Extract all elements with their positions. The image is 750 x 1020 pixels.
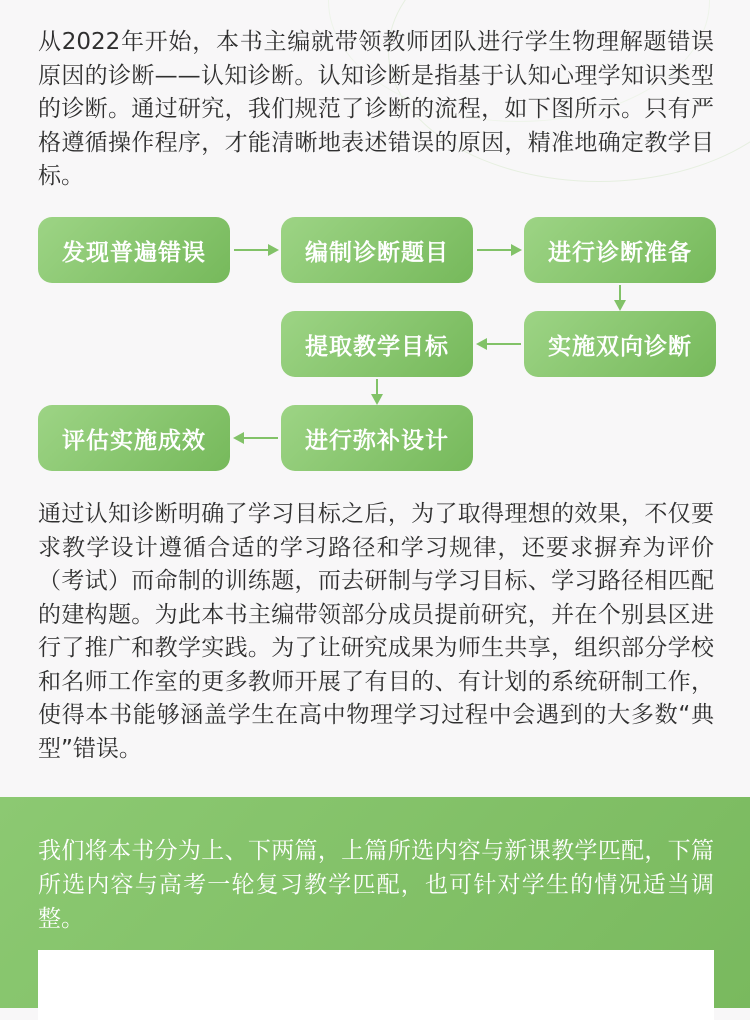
arrow-down-icon — [610, 284, 630, 312]
intro-paragraph: 从2022年开始，本书主编就带领教师团队进行学生物理解题错误原因的诊断——认知诊断。认知诊断是指基于认知心理学知识类型的诊断。通过研究，我们规范了诊断的流程，如下图所示。只有严格遵循操作程序，才能清晰地表述错误的原因，精准地确定教学目标。 — [38, 29, 714, 189]
flow-step-compile-questions: 编制诊断题目 — [281, 217, 473, 283]
arrow-down-icon — [367, 378, 387, 406]
flow-step-find-errors: 发现普遍错误 — [38, 217, 230, 283]
arrow-left-icon — [232, 428, 280, 448]
arrow-right-icon — [475, 240, 523, 260]
flow-step-two-way-diagnosis: 实施双向诊断 — [524, 311, 716, 377]
flow-step-prepare-diagnosis: 进行诊断准备 — [524, 217, 716, 283]
flow-step-evaluate-results: 评估实施成效 — [38, 405, 230, 471]
second-paragraph: 通过认知诊断明确了学习目标之后，为了取得理想的效果，不仅要求教学设计遵循合适的学习路径和学习规律，还要求摒弃为评价（考试）而命制的训练题，而去研制与学习目标、学习路径相匹配的建构题。为此本书主编带领部分成员提前研究，并在个别县区进行了推广和教学实践。为了让研究成果为师生共享，组织部分学校和名师工作室的更多教师开展了有目的、有计划的系统研制工作，使得本书能够涵盖学生在高中物理学习过程中会遇到的大多数“典型”错误。 — [38, 501, 714, 762]
flow-step-remedial-design: 进行弥补设计 — [281, 405, 473, 471]
flow-step-extract-goals: 提取教学目标 — [281, 311, 473, 377]
arrow-right-icon — [232, 240, 280, 260]
green-section-text: 我们将本书分为上、下两篇，上篇所选内容与新课教学匹配，下篇所选内容与高考一轮复习教学匹配，也可针对学生的情况适当调整。 — [38, 838, 714, 932]
content-card — [38, 950, 714, 1020]
arrow-left-icon — [475, 334, 523, 354]
